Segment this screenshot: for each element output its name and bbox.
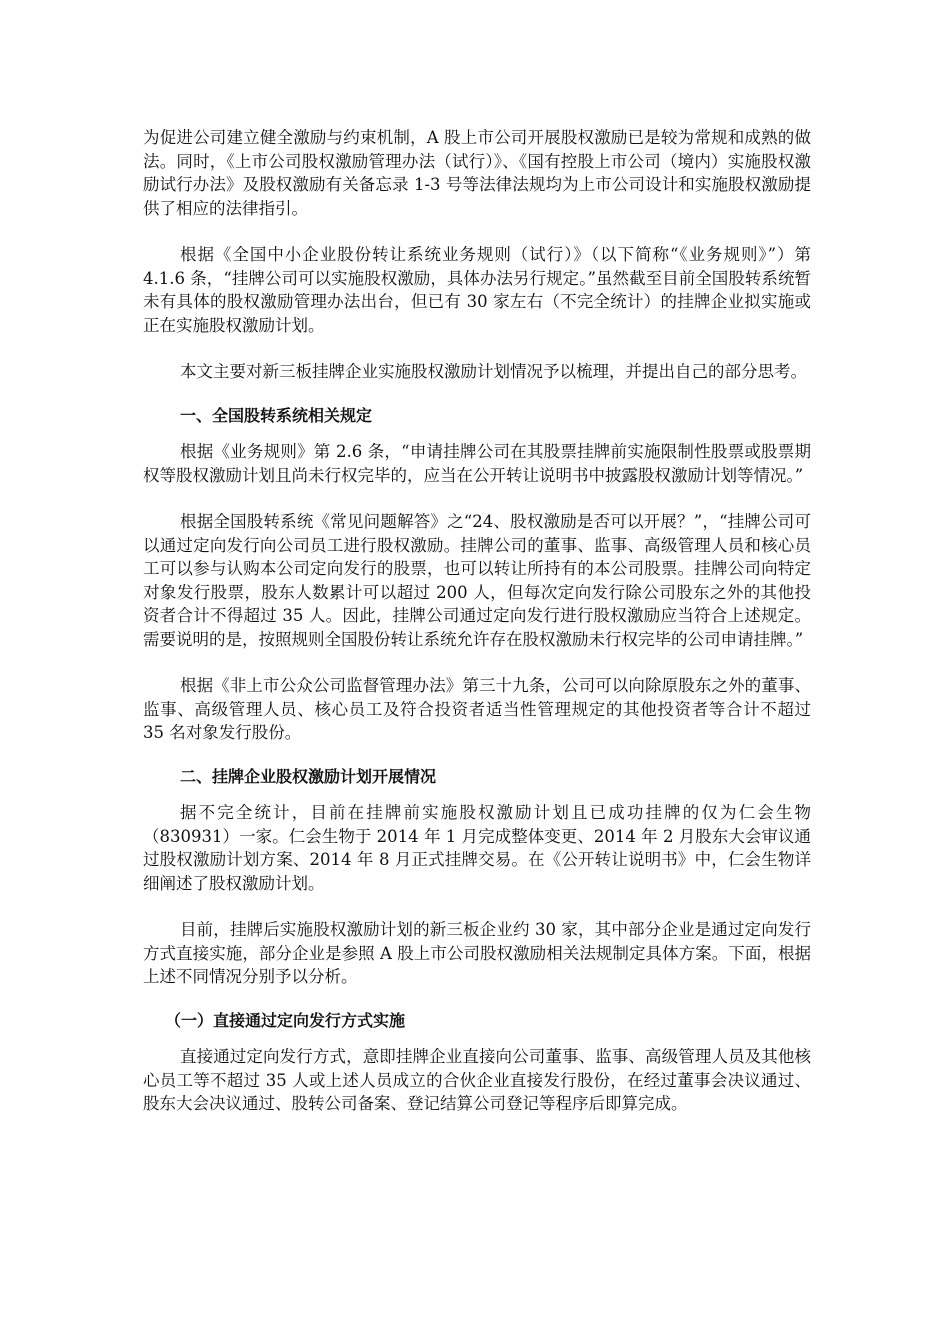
- spacer: [143, 487, 811, 510]
- spacer: [143, 427, 811, 440]
- spacer: [143, 1032, 811, 1045]
- spacer: [143, 989, 811, 1009]
- paragraph-purpose: 本文主要对新三板挂牌企业实施股权激励计划情况予以梳理，并提出自己的部分思考。: [180, 362, 807, 381]
- spacer: [143, 788, 811, 801]
- section-heading-1: 一、全国股转系统相关规定: [180, 405, 373, 425]
- section-heading-2: 二、挂牌企业股权激励计划开展情况: [180, 766, 437, 786]
- subsection-heading-1: （一）直接通过定向发行方式实施: [165, 1010, 406, 1030]
- paragraph-article-39: 根据《非上市公众公司监督管理办法》第三十九条，公司可以向除原股东之外的董事、监事、高级管理人员、核心员工及符合投资者适当性管理规定的其他投资者等合计不超过 35 名对象发行股份。: [143, 676, 811, 742]
- paragraph-rule-2-6: 根据《业务规则》第 2.6 条，“申请挂牌公司在其股票挂牌前实施限制性股票或股票期权等股权激励计划且尚未行权完毕的，应当在公开转让说明书中披露股权激励计划等情况。”: [143, 442, 811, 485]
- spacer: [143, 895, 811, 918]
- paragraph-current-status: 目前，挂牌后实施股权激励计划的新三板企业约 30 家，其中部分企业是通过定向发行方式直接实施，部分企业是参照 A 股上市公司股权激励相关法规制定具体方案。下面，根据上述不同情况分别予以分析。: [143, 920, 811, 986]
- spacer: [143, 337, 811, 360]
- document-page: [143, 126, 811, 1116]
- spacer: [143, 651, 811, 674]
- paragraph-faq-24: 根据全国股转系统《常见问题解答》之“24、股权激励是否可以开展？”，“挂牌公司可以通过定向发行向公司员工进行股权激励。挂牌公司的董事、监事、高级管理人员和核心员工可以参与认购本公司定向发行的股票，也可以转让所持有的本公司股票。挂牌公司向特定对象发行股票，股东人数累计可以超过 200 人，但每次定向发行除公司股东之外的其他投资者合计不得超过 35 人。因此，挂牌公司通过定向发行进行股权激励应当符合上述规定。需要说明的是，按照规则全国股份转让系统允许存在股权激励未行权完毕的公司申请挂牌。”: [143, 512, 811, 649]
- paragraph-intro: 为促进公司建立健全激励与约束机制，A 股上市公司开展股权激励已是较为常规和成熟的做法。同时，《上市公司股权激励管理办法（试行）》、《国有控股上市公司（境内）实施股权激励试行办法》及股权激励有关备忘录 1-3 号等法律法规均为上市公司设计和实施股权激励提供了相应的法律指引。: [143, 128, 811, 218]
- paragraph-business-rules: 根据《全国中小企业股份转让系统业务规则（试行）》（以下简称“《业务规则》”）第 4.1.6 条，“挂牌公司可以实施股权激励，具体办法另行规定。”虽然截至目前全国股转系统暂未有具体的股权激励管理办法出台，但已有 30 家左右（不完全统计）的挂牌企业拟实施或正在实施股权激励计划。: [143, 245, 811, 335]
- spacer: [143, 384, 811, 404]
- spacer: [143, 745, 811, 765]
- paragraph-direct-issuance: 直接通过定向发行方式，意即挂牌企业直接向公司董事、监事、高级管理人员及其他核心员工等不超过 35 人或上述人员成立的合伙企业直接发行股份，在经过董事会决议通过、股东大会决议通过、股转公司备案、登记结算公司登记等程序后即算完成。: [143, 1047, 811, 1113]
- paragraph-renhui: 据不完全统计，目前在挂牌前实施股权激励计划且已成功挂牌的仅为仁会生物（830931）一家。仁会生物于 2014 年 1 月完成整体变更、2014 年 2 月股东大会审议通过股权激励计划方案、2014 年 8 月正式挂牌交易。在《公开转让说明书》中，仁会生物详细阐述了股权激励计划。: [143, 803, 811, 893]
- spacer: [143, 220, 811, 243]
